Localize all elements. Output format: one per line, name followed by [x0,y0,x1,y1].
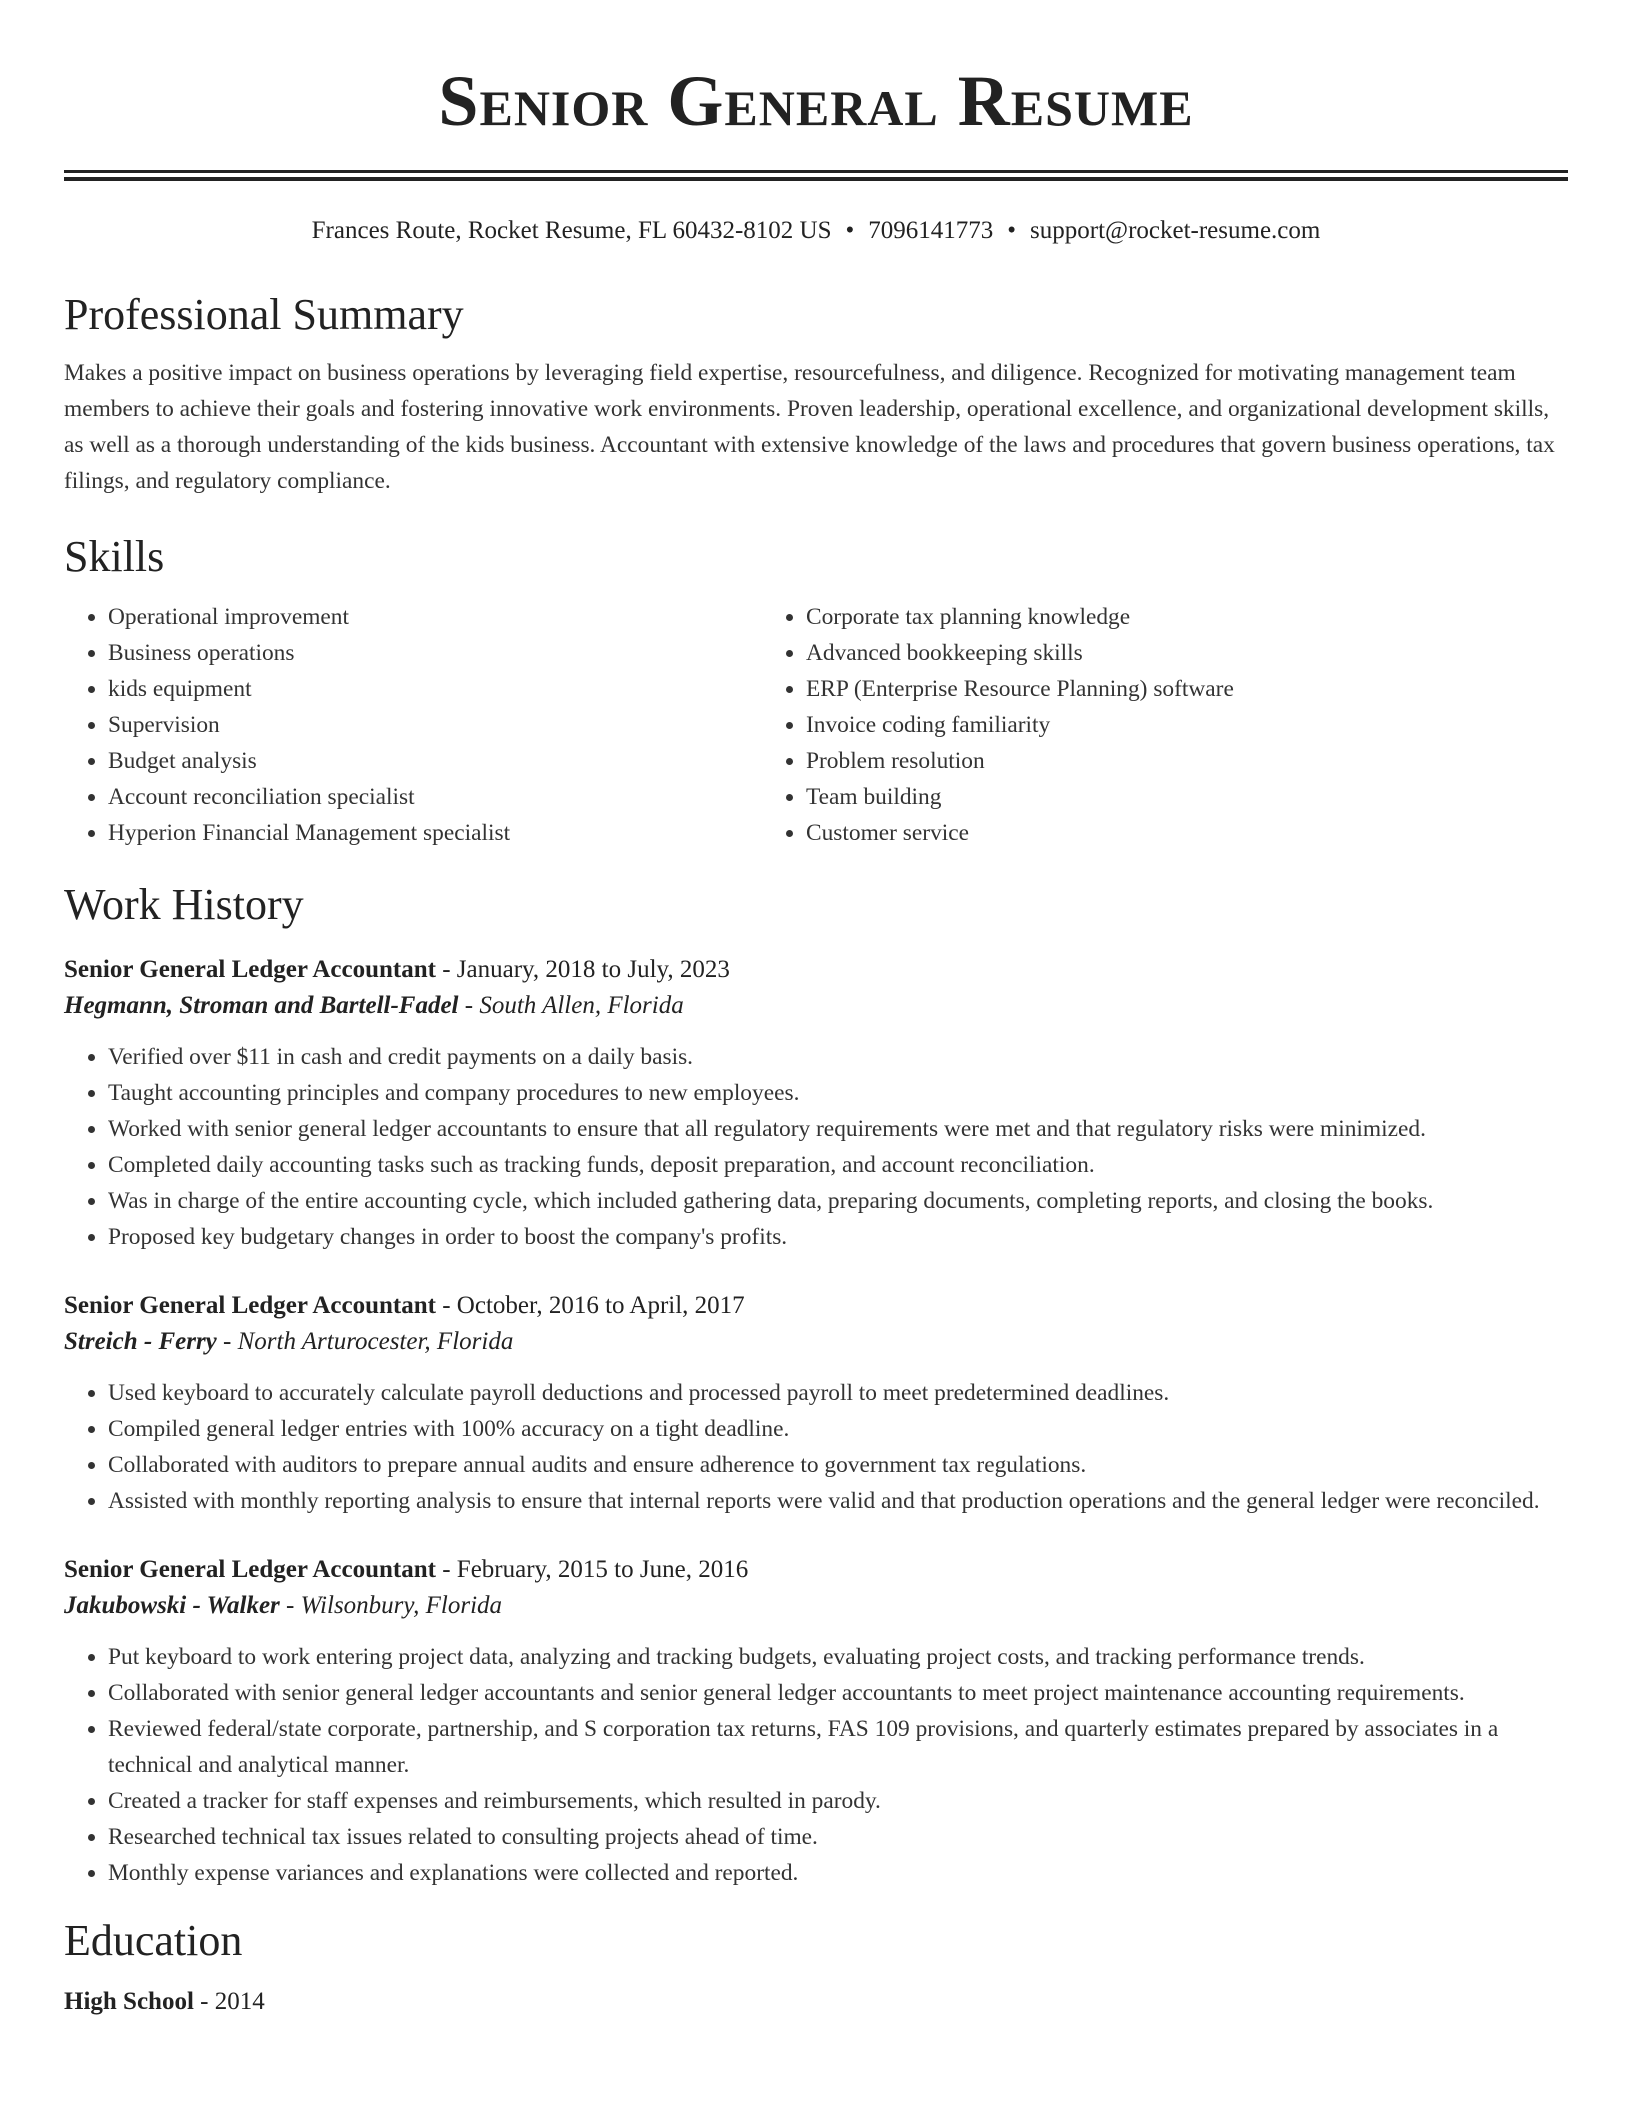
job-dates: - February, 2015 to June, 2016 [435,1556,749,1583]
job-bullet: • Completed daily accounting tasks such as tracking funds, deposit preparation, and account reconciliation. [108,1147,1568,1183]
job-bullets [64,1039,1568,1255]
title-divider [64,170,1568,181]
job-bullets [64,1639,1568,1891]
skill-item: • Account reconciliation specialist [108,779,762,815]
skills-heading: Skills [64,532,165,581]
skill-item: • ERP (Enterprise Resource Planning) software [806,671,1568,707]
job-entry [64,1553,1568,1891]
skill-item: • Advanced bookkeeping skills [806,635,1568,671]
job-bullet: • Taught accounting principles and company procedures to new employees. [108,1075,1568,1111]
job-title: Senior General Ledger Accountant [64,956,436,983]
job-title-line [64,1289,1568,1323]
contact-address: Frances Route, Rocket Resume, FL 60432-8102 US [311,217,832,244]
job-title: Senior General Ledger Accountant [64,1556,436,1583]
job-bullet: • Was in charge of the entire accounting cycle, which included gathering data, preparing documents, completing reports, and closing the books. [108,1183,1568,1219]
job-dates: - January, 2018 to July, 2023 [435,956,730,983]
skill-item: • kids equipment [108,671,762,707]
job-company-line [64,987,1568,1025]
skill-item: • Hyperion Financial Management specialist [108,815,762,851]
work-history-heading: Work History [64,880,304,929]
job-bullet: • Reviewed federal/state corporate, partnership, and S corporation tax returns, FAS 109 provisions, and quarterly estimates prepared by associates in a technical and analytical manner. [108,1711,1568,1783]
resume-title: Senior General Resume [438,61,1194,141]
job-bullet: • Assisted with monthly reporting analysis to ensure that internal reports were valid and that production operations and the general ledger were reconciled. [108,1483,1568,1519]
job-company-line [64,1587,1568,1625]
job-location: - South Allen, Florida [458,992,684,1019]
job-location: - North Arturocester, Florida [216,1328,514,1355]
contact-separator: • [845,217,855,244]
job-company: Hegmann, Stroman and Bartell-Fadel [64,992,459,1019]
job-dates: - October, 2016 to April, 2017 [435,1292,745,1319]
contact-line [64,215,1568,247]
education-entry [64,1985,1568,2019]
job-title-line [64,953,1568,987]
job-bullet: • Verified over $11 in cash and credit payments on a daily basis. [108,1039,1568,1075]
job-bullet: • Used keyboard to accurately calculate payroll deductions and processed payroll to meet predetermined deadlines. [108,1375,1568,1411]
job-title-line [64,1553,1568,1587]
skills-list [64,599,1568,851]
job-bullet: • Created a tracker for staff expenses and reimbursements, which resulted in parody. [108,1783,1568,1819]
job-bullet: • Researched technical tax issues related to consulting projects ahead of time. [108,1819,1568,1855]
skill-item: • Corporate tax planning knowledge [806,599,1568,635]
job-bullet: • Put keyboard to work entering project data, analyzing and tracking budgets, evaluating project costs, and tracking performance trends. [108,1639,1568,1675]
job-company-line [64,1323,1568,1361]
job-company: Streich - Ferry [64,1328,217,1355]
skill-item: • Operational improvement [108,599,762,635]
job-bullet: • Worked with senior general ledger accountants to ensure that all regulatory requirements were met and that regulatory risks were minimized. [108,1111,1568,1147]
job-bullet: • Compiled general ledger entries with 100% accuracy on a tight deadline. [108,1411,1568,1447]
skill-item: • Customer service [806,815,1568,851]
job-bullet: • Proposed key budgetary changes in order to boost the company's profits. [108,1219,1568,1255]
skill-item: • Problem resolution [806,743,1568,779]
skill-item: • Business operations [108,635,762,671]
job-bullet: • Monthly expense variances and explanations were collected and reported. [108,1855,1568,1891]
contact-phone: 7096141773 [868,217,994,244]
job-title: Senior General Ledger Accountant [64,1292,436,1319]
job-entry [64,953,1568,1255]
skill-item: • Supervision [108,707,762,743]
job-bullets [64,1375,1568,1519]
summary-heading: Professional Summary [64,290,464,339]
skill-item: • Invoice coding familiarity [806,707,1568,743]
job-location: - Wilsonbury, Florida [279,1592,503,1619]
job-entry [64,1289,1568,1519]
skill-item: • Budget analysis [108,743,762,779]
job-bullet: • Collaborated with auditors to prepare annual audits and ensure adherence to government tax regulations. [108,1447,1568,1483]
contact-email: support@rocket-resume.com [1030,217,1321,244]
skill-item: • Team building [806,779,1568,815]
skills-column-left [64,599,762,851]
education-heading: Education [64,1916,243,1965]
job-company: Jakubowski - Walker [64,1592,280,1619]
contact-separator: • [1007,217,1017,244]
education-degree: High School [64,1988,194,2015]
skills-column-right [762,599,1568,851]
summary-text: Makes a positive impact on business operations by leveraging field expertise, resourcefulness, and diligence. Recognized for motivating management team members to achieve their goals and fostering innovative work environments. Proven leadership, operational excellence, and organizational development skills, as well as a thorough understanding of the kids business. Accountant with extensive knowledge of the laws and procedures that govern business operations, tax filings, and regulatory compliance. [64,360,1555,494]
job-bullet: • Collaborated with senior general ledger accountants and senior general ledger accountants to meet project maintenance accounting requirements. [108,1675,1568,1711]
education-year: - 2014 [193,1988,265,2015]
